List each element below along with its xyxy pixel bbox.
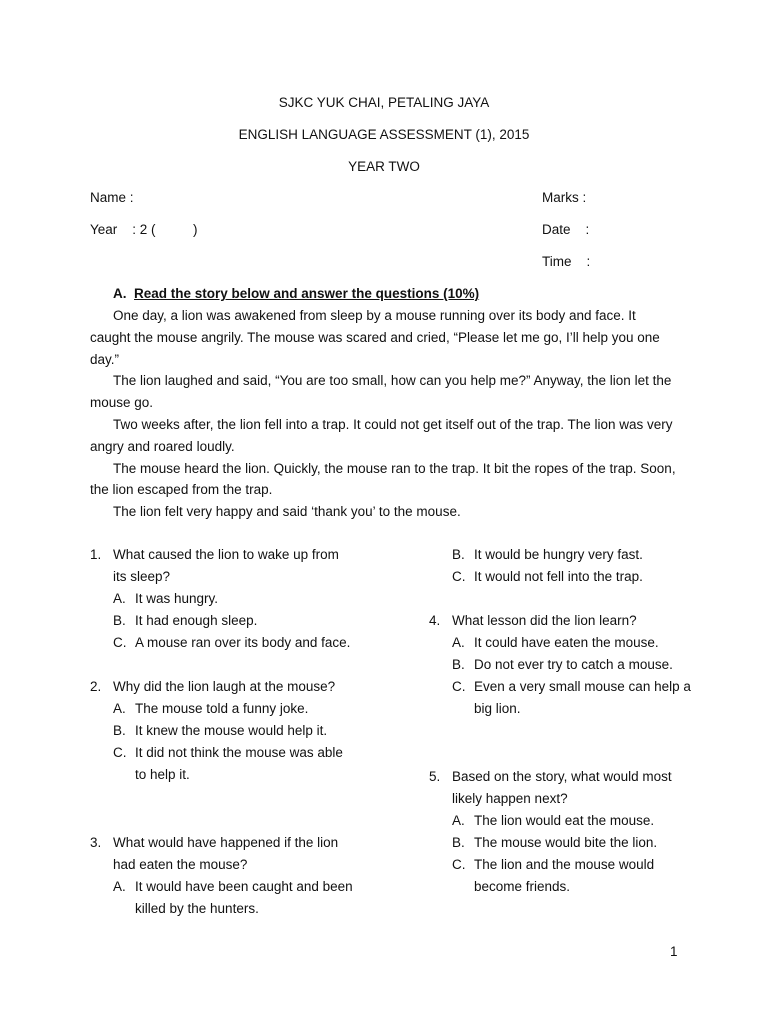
assessment-title: ENGLISH LANGUAGE ASSESSMENT (1), 2015	[238, 127, 530, 142]
option-text: It would be hungry very fast.	[474, 547, 643, 562]
option-text: The lion would eat the mouse.	[474, 813, 655, 828]
option-text: The mouse would bite the lion.	[474, 835, 658, 850]
question-text: What would have happened if the lion	[113, 835, 339, 850]
option-text: Even a very small mouse can help a	[474, 679, 691, 694]
option-label: A.	[113, 701, 126, 716]
page-number: 1	[670, 944, 678, 959]
question-text: its sleep?	[113, 569, 171, 584]
option-label: B.	[113, 613, 126, 628]
option-label: C.	[452, 679, 466, 694]
option-text: big lion.	[474, 701, 521, 716]
question-text: Based on the story, what would most	[452, 769, 672, 784]
story-paragraph: One day, a lion was awakened from sleep by a mouse running over its body and face. It caught the mouse angrily. The mouse was scared and cried, “Please let me go, I’ll help you one day.”	[90, 308, 660, 367]
option-label: B.	[113, 723, 126, 738]
question-number: 2.	[90, 679, 102, 694]
option-text: The lion and the mouse would	[474, 857, 655, 872]
option-label: A.	[452, 813, 465, 828]
option-text: It would have been caught and been	[135, 879, 353, 894]
question-number: 1.	[90, 547, 102, 562]
option-label: C.	[113, 745, 127, 760]
option-label: B.	[452, 835, 465, 850]
question-number: 5.	[429, 769, 441, 784]
option-text: It did not think the mouse was able	[135, 745, 343, 760]
date-field-label: Date :	[542, 222, 590, 237]
option-label: C.	[452, 857, 466, 872]
name-field-label: Name :	[90, 190, 134, 205]
option-text: become friends.	[474, 879, 571, 894]
option-text: killed by the hunters.	[135, 901, 259, 916]
school-name: SJKC YUK CHAI, PETALING JAYA	[278, 95, 490, 110]
year-field-label: Year : 2 ( )	[90, 222, 198, 237]
story-paragraph: Two weeks after, the lion fell into a trap. It could not get itself out of the trap. The lion was very angry and roared loudly.	[90, 416, 673, 454]
section-a-title: Read the story below and answer the questions (10%)	[134, 286, 480, 301]
option-text: It could have eaten the mouse.	[474, 635, 659, 650]
question-text: Why did the lion laugh at the mouse?	[113, 679, 336, 694]
question-number: 3.	[90, 835, 102, 850]
option-label: B.	[452, 547, 465, 562]
question-text: had eaten the mouse?	[113, 857, 248, 872]
option-text: It had enough sleep.	[135, 613, 258, 628]
option-text: The mouse told a funny joke.	[135, 701, 309, 716]
section-a-label: A.	[113, 286, 127, 301]
option-text: It would not fell into the trap.	[474, 569, 643, 584]
option-label: A.	[113, 879, 126, 894]
story-paragraph: The mouse heard the lion. Quickly, the mouse ran to the trap. It bit the ropes of the trap. Soon, the lion escaped from the trap.	[90, 460, 676, 498]
story-passage	[90, 305, 680, 523]
question-text: What caused the lion to wake up from	[113, 547, 339, 562]
year-heading: YEAR TWO	[348, 159, 420, 174]
story-paragraph: The lion laughed and said, “You are too small, how can you help me?” Anyway, the lion let the mouse go.	[90, 373, 672, 411]
option-text: It was hungry.	[135, 591, 219, 606]
story-paragraph: The lion felt very happy and said ‘thank you’ to the mouse.	[113, 504, 461, 520]
option-label: A.	[452, 635, 465, 650]
question-text: likely happen next?	[452, 791, 568, 806]
option-label: B.	[452, 657, 465, 672]
option-label: C.	[452, 569, 466, 584]
option-label: C.	[113, 635, 127, 650]
option-text: to help it.	[135, 767, 190, 782]
question-number: 4.	[429, 613, 441, 628]
marks-field-label: Marks :	[542, 190, 587, 205]
option-text: Do not ever try to catch a mouse.	[474, 657, 673, 672]
section-a-heading	[113, 286, 479, 301]
time-field-label: Time :	[542, 254, 591, 269]
option-label: A.	[113, 591, 126, 606]
option-text: A mouse ran over its body and face.	[135, 635, 351, 650]
question-text: What lesson did the lion learn?	[452, 613, 637, 628]
option-text: It knew the mouse would help it.	[135, 723, 328, 738]
